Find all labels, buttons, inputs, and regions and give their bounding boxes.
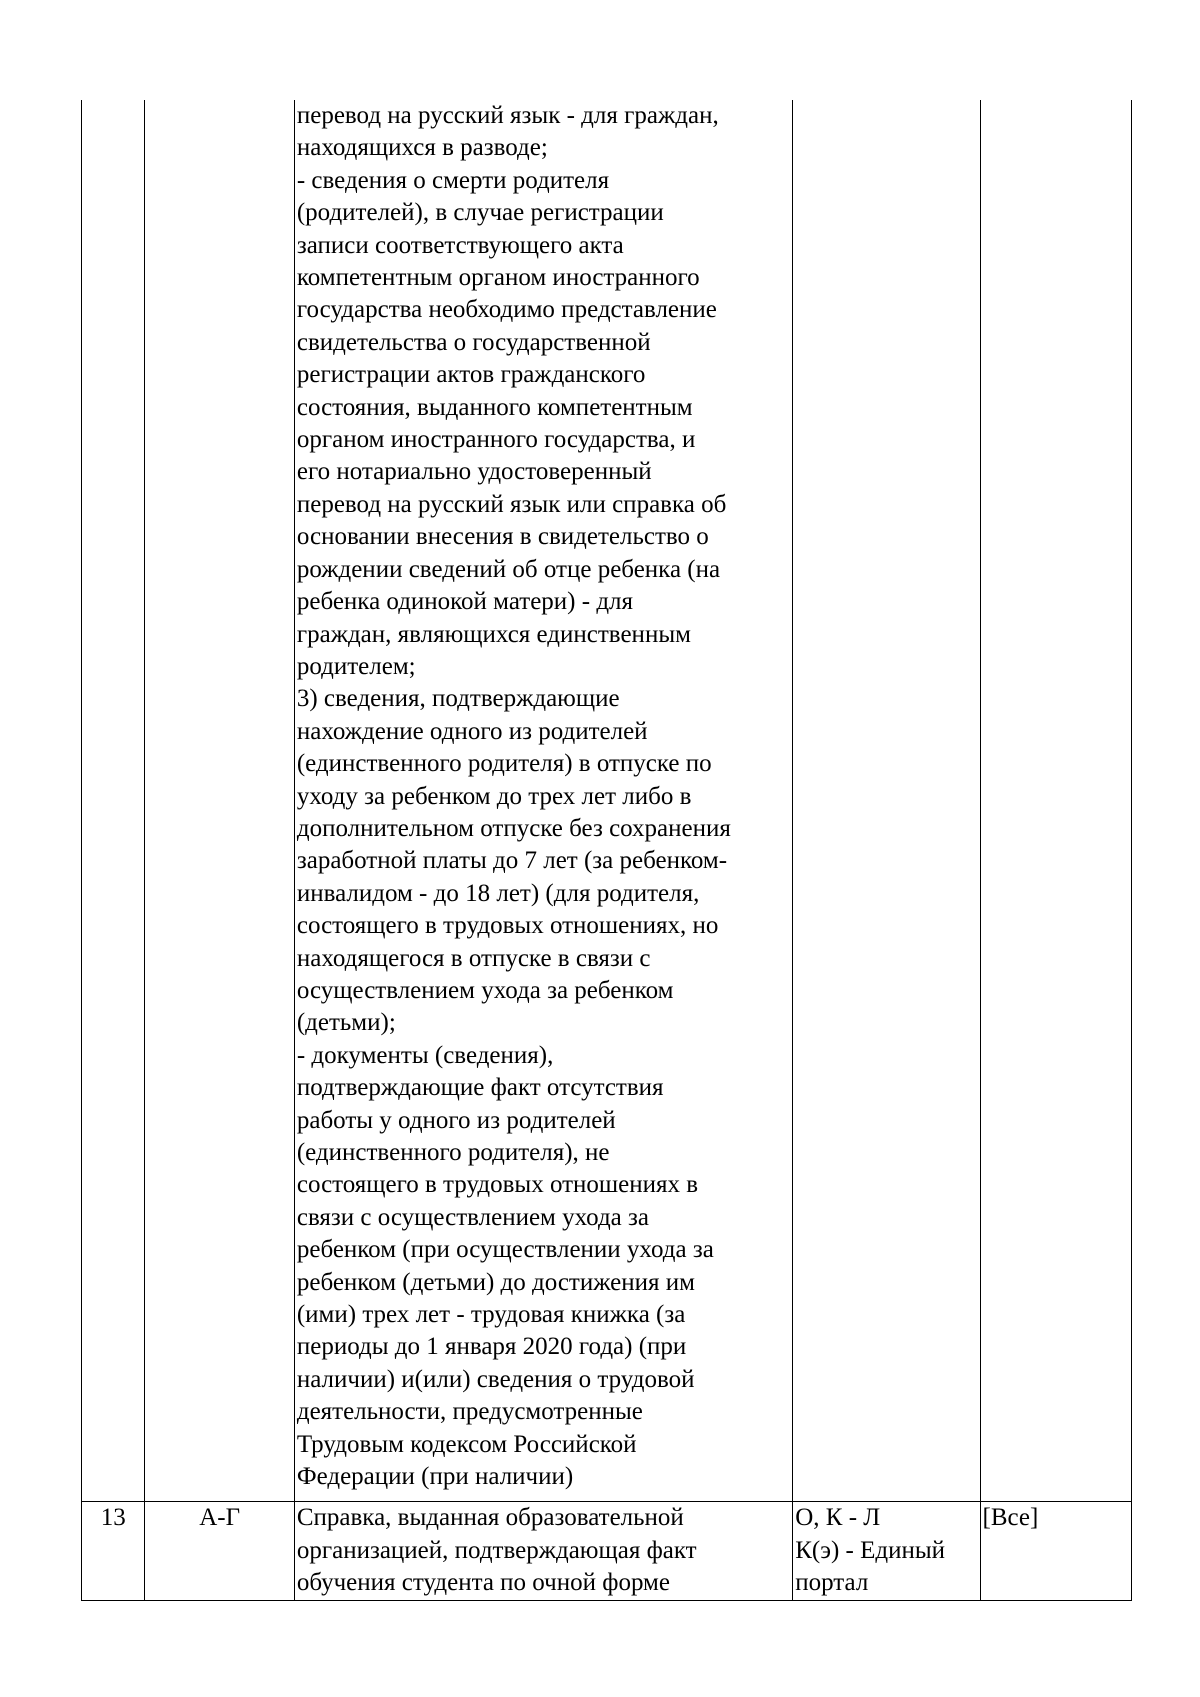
text-line: ребенком (детьми) до достижения им <box>296 1268 695 1296</box>
text-line: регистрации актов гражданского <box>296 361 646 389</box>
text-line: периоды до 1 января 2020 года) (при <box>296 1333 687 1361</box>
text-line: уходу за ребенком до трех лет либо в <box>296 782 692 810</box>
text-line: находящегося в отпуске в связи с <box>296 944 651 972</box>
text-line: состоящего в трудовых отношениях в <box>296 1171 699 1199</box>
text-line: Федерации (при наличии) <box>296 1463 574 1491</box>
text-line: основании внесения в свидетельство о <box>296 523 709 551</box>
text-line: (детьми); <box>296 1009 396 1037</box>
text-line: его нотариально удостоверенный <box>296 458 652 486</box>
text-line: нахождение одного из родителей <box>296 717 648 745</box>
text-line: - сведения о смерти родителя <box>296 166 610 194</box>
text-line: компетентным органом иностранного <box>296 264 700 292</box>
text-line: перевод на русский язык - для граждан, <box>296 102 719 129</box>
text-line: граждан, являющихся единственным <box>296 620 691 648</box>
text-line: (ими) трех лет - трудовая книжка (за <box>296 1301 686 1329</box>
cell-code: А-Г <box>145 1502 294 1600</box>
cell-submission-method <box>793 1502 980 1600</box>
cell-documents-text <box>294 100 792 1502</box>
cell-number: 13 <box>82 1502 145 1600</box>
text-line: К(э) - Единый <box>795 1536 946 1564</box>
text-line: состоящего в трудовых отношениях, но <box>296 912 719 940</box>
text-line: Справка, выданная образовательной <box>296 1504 684 1532</box>
text-line: обучения студента по очной форме <box>296 1569 670 1597</box>
text-line: работы у одного из родителей <box>296 1106 616 1134</box>
text-line: - документы (сведения), <box>296 1041 554 1069</box>
document-table <box>81 100 1132 1601</box>
text-line: 3) сведения, подтверждающие <box>296 685 620 713</box>
cell-number <box>82 100 145 1502</box>
text-line: О, К - Л <box>795 1504 881 1532</box>
text-line: наличии) и(или) сведения о трудовой <box>296 1365 695 1393</box>
text-line: находящихся в разводе; <box>296 134 548 162</box>
text-line: деятельности, предусмотренные <box>296 1398 643 1426</box>
text-line: родителем; <box>296 652 416 680</box>
text-line: ребенком (при осуществлении ухода за <box>296 1236 714 1264</box>
text-line: перевод на русский язык или справка об <box>296 490 727 518</box>
cell-category <box>980 100 1132 1502</box>
cell-code <box>145 100 294 1502</box>
text-line: органом иностранного государства, и <box>296 426 696 454</box>
text-line: связи с осуществлением ухода за <box>296 1203 649 1231</box>
table-row-continued <box>82 100 1132 1502</box>
text-line: инвалидом - до 18 лет) (для родителя, <box>296 879 700 907</box>
text-line: (единственного родителя) в отпуске по <box>296 750 712 778</box>
text-line: портал <box>795 1569 869 1597</box>
text-line: ребенка одинокой матери) - для <box>296 588 634 616</box>
text-line: состояния, выданного компетентным <box>296 393 693 421</box>
text-line: Трудовым кодексом Российской <box>296 1430 637 1458</box>
text-line: дополнительном отпуске без сохранения <box>296 814 731 842</box>
cell-documents-text <box>294 1502 792 1600</box>
text-line: осуществлением ухода за ребенком <box>296 976 674 1004</box>
cell-submission-method <box>793 100 980 1502</box>
text-line: (родителей), в случае регистрации <box>296 199 664 227</box>
text-line: записи соответствующего акта <box>296 231 624 259</box>
text-line: заработной платы до 7 лет (за ребенком- <box>296 847 728 875</box>
text-line: государства необходимо представление <box>296 296 717 324</box>
text-line: организацией, подтверждающая факт <box>296 1536 697 1564</box>
cell-category: [Все] <box>980 1502 1132 1600</box>
text-line: (единственного родителя), не <box>296 1139 610 1166</box>
text-line: подтверждающие факт отсутствия <box>296 1074 664 1102</box>
text-line: рождении сведений об отце ребенка (на <box>296 555 721 583</box>
text-line: свидетельства о государственной <box>296 328 651 356</box>
table-row-13 <box>82 1502 1132 1600</box>
